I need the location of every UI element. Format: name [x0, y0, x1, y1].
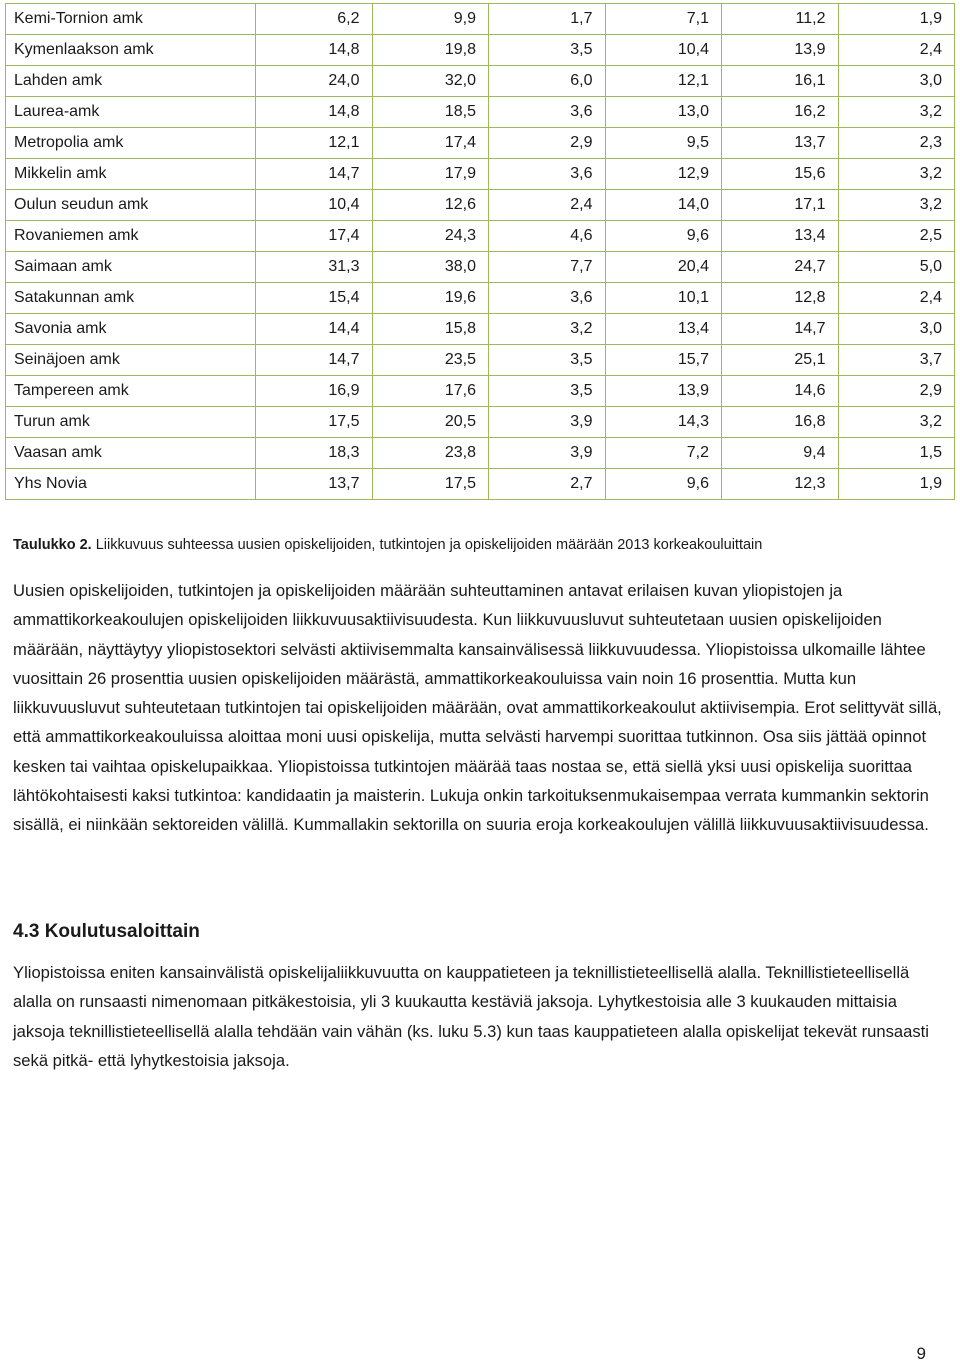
- table-cell-value: 3,0: [838, 66, 955, 97]
- table-cell-value: 14,7: [256, 159, 373, 190]
- table-row: [6, 407, 955, 438]
- table-row: [6, 345, 955, 376]
- table-row: [6, 221, 955, 252]
- table-row: [6, 128, 955, 159]
- table-cell-value: 16,8: [722, 407, 839, 438]
- table-cell-value: 2,3: [838, 128, 955, 159]
- table-cell-value: 10,4: [605, 35, 722, 66]
- table-cell-value: 9,9: [372, 4, 489, 35]
- statistics-table: [5, 3, 955, 500]
- table-cell-value: 13,9: [605, 376, 722, 407]
- table-cell-institution: Kymenlaakson amk: [6, 35, 256, 66]
- table-cell-value: 24,0: [256, 66, 373, 97]
- table-cell-institution: Mikkelin amk: [6, 159, 256, 190]
- table-cell-value: 19,8: [372, 35, 489, 66]
- table-cell-value: 3,7: [838, 345, 955, 376]
- table-cell-institution: Rovaniemen amk: [6, 221, 256, 252]
- table-cell-value: 13,0: [605, 97, 722, 128]
- table-row: [6, 66, 955, 97]
- table-cell-value: 1,9: [838, 469, 955, 500]
- table-cell-institution: Tampereen amk: [6, 376, 256, 407]
- table-cell-institution: Oulun seudun amk: [6, 190, 256, 221]
- table-cell-value: 2,9: [489, 128, 606, 159]
- table-cell-value: 14,8: [256, 97, 373, 128]
- table-cell-value: 16,2: [722, 97, 839, 128]
- table-cell-value: 7,2: [605, 438, 722, 469]
- table-cell-value: 24,3: [372, 221, 489, 252]
- table-cell-value: 3,9: [489, 438, 606, 469]
- table-cell-value: 31,3: [256, 252, 373, 283]
- table-cell-value: 15,4: [256, 283, 373, 314]
- table-cell-value: 2,7: [489, 469, 606, 500]
- table-cell-value: 3,2: [838, 190, 955, 221]
- table-cell-value: 14,6: [722, 376, 839, 407]
- table-cell-institution: Laurea-amk: [6, 97, 256, 128]
- table-cell-value: 2,5: [838, 221, 955, 252]
- table-cell-value: 10,4: [256, 190, 373, 221]
- table-cell-value: 18,3: [256, 438, 373, 469]
- table-cell-value: 12,9: [605, 159, 722, 190]
- table-cell-institution: Vaasan amk: [6, 438, 256, 469]
- table-cell-value: 2,4: [838, 283, 955, 314]
- table-cell-value: 14,3: [605, 407, 722, 438]
- table-cell-value: 23,8: [372, 438, 489, 469]
- table-cell-value: 25,1: [722, 345, 839, 376]
- table-row: [6, 438, 955, 469]
- table-cell-value: 20,5: [372, 407, 489, 438]
- table-cell-value: 23,5: [372, 345, 489, 376]
- table-cell-value: 16,9: [256, 376, 373, 407]
- table-cell-institution: Metropolia amk: [6, 128, 256, 159]
- table-cell-value: 13,7: [256, 469, 373, 500]
- table-cell-value: 6,2: [256, 4, 373, 35]
- table-cell-value: 9,5: [605, 128, 722, 159]
- table-cell-value: 17,4: [372, 128, 489, 159]
- table-cell-institution: Seinäjoen amk: [6, 345, 256, 376]
- table-cell-value: 17,6: [372, 376, 489, 407]
- table-cell-institution: Satakunnan amk: [6, 283, 256, 314]
- table-cell-value: 14,4: [256, 314, 373, 345]
- table-body: [6, 4, 955, 500]
- table-cell-value: 10,1: [605, 283, 722, 314]
- table-cell-value: 14,7: [256, 345, 373, 376]
- caption-text: Liikkuvuus suhteessa uusien opiskelijoiden, tutkintojen ja opiskelijoiden määrään 2013 korkeakouluittain: [91, 537, 763, 553]
- table-caption: [13, 535, 948, 555]
- table-cell-value: 15,6: [722, 159, 839, 190]
- table-cell-value: 20,4: [605, 252, 722, 283]
- table-row: [6, 314, 955, 345]
- table-cell-value: 13,7: [722, 128, 839, 159]
- caption-label: Taulukko 2.: [13, 537, 92, 553]
- table-cell-institution: Saimaan amk: [6, 252, 256, 283]
- table-cell-value: 3,6: [489, 97, 606, 128]
- section-title: Koulutusaloittain: [44, 921, 200, 942]
- table-cell-value: 1,7: [489, 4, 606, 35]
- table-cell-value: 14,0: [605, 190, 722, 221]
- table-cell-value: 1,9: [838, 4, 955, 35]
- table-cell-value: 15,7: [605, 345, 722, 376]
- table-cell-value: 3,6: [489, 159, 606, 190]
- table-cell-institution: Yhs Novia: [6, 469, 256, 500]
- table-row: [6, 469, 955, 500]
- section-heading: [13, 917, 200, 947]
- table-cell-institution: Lahden amk: [6, 66, 256, 97]
- table-cell-value: 7,7: [489, 252, 606, 283]
- table-cell-value: 7,1: [605, 4, 722, 35]
- table-row: [6, 252, 955, 283]
- table-cell-value: 3,5: [489, 35, 606, 66]
- table-cell-value: 32,0: [372, 66, 489, 97]
- table-cell-value: 5,0: [838, 252, 955, 283]
- table-cell-value: 2,4: [489, 190, 606, 221]
- table-cell-value: 16,1: [722, 66, 839, 97]
- table-cell-value: 9,6: [605, 221, 722, 252]
- table-cell-value: 3,5: [489, 376, 606, 407]
- table-cell-institution: Savonia amk: [6, 314, 256, 345]
- table-row: [6, 4, 955, 35]
- table-cell-value: 17,4: [256, 221, 373, 252]
- table-cell-value: 17,1: [722, 190, 839, 221]
- table-cell-value: 12,6: [372, 190, 489, 221]
- section-number: 4.3: [13, 921, 40, 942]
- table-cell-value: 13,4: [722, 221, 839, 252]
- table-cell-value: 12,1: [256, 128, 373, 159]
- table-cell-value: 17,5: [372, 469, 489, 500]
- table-cell-value: 3,0: [838, 314, 955, 345]
- table-cell-value: 18,5: [372, 97, 489, 128]
- table-cell-value: 38,0: [372, 252, 489, 283]
- table-cell-value: 14,8: [256, 35, 373, 66]
- table-cell-value: 3,2: [489, 314, 606, 345]
- table-row: [6, 97, 955, 128]
- table-cell-value: 4,6: [489, 221, 606, 252]
- body-paragraph: Uusien opiskelijoiden, tutkintojen ja opiskelijoiden määrään suhteuttaminen antavat erilaisen kuvan yliopistojen ja ammattikorkeakoulujen opiskelijoiden liikkuvuusaktiivisuudesta. Kun liikkuvuusluvut suhteutetaan uusien opiskelijoiden määrään, näyttäytyy yliopistosektori selvästi aktiivisemmalta kansainvälisessä liikkuvuudessa. Yliopistoissa ulkomaille lähtee vuosittain 26 prosenttia uusien opiskelijoiden määrästä, ammattikorkeakouluissa vain noin 16 prosenttia. Mutta kun liikkuvuusluvut suhteutetaan tutkintojen tai opiskelijoiden määrään, ovat ammattikorkeakoulut aktiivisempia. Erot selittyvät sillä, että ammattikorkeakouluissa aloittaa moni uusi opiskelija, mutta selvästi harvempi suorittaa tutkinnon. Osa siis jättää opinnot kesken tai vaihtaa opiskelupaikkaa. Yliopistoissa tutkintojen määrää taas nostaa se, että siellä yksi uusi opiskelija suorittaa lähtökohtaisesti kaksi tutkintoa: kandidaatin ja maisterin. Lukuja onkin tarkoituksenmukaisempaa verrata kummankin sektorin sisällä, ei niinkään sektoreiden välillä. Kummallakin sektorilla on suuria eroja korkeakoulujen välillä liikkuvuusaktiivisuudessa.: [13, 581, 942, 835]
- table-cell-value: 17,9: [372, 159, 489, 190]
- table-cell-value: 3,2: [838, 159, 955, 190]
- table-cell-value: 9,6: [605, 469, 722, 500]
- table-row: [6, 159, 955, 190]
- table-cell-value: 12,1: [605, 66, 722, 97]
- table-cell-value: 11,2: [722, 4, 839, 35]
- table-cell-value: 3,2: [838, 97, 955, 128]
- table-cell-value: 6,0: [489, 66, 606, 97]
- table-cell-value: 1,5: [838, 438, 955, 469]
- table-cell-value: 15,8: [372, 314, 489, 345]
- table-cell-value: 24,7: [722, 252, 839, 283]
- table-row: [6, 190, 955, 221]
- page-number: 9: [916, 1344, 926, 1363]
- table-cell-value: 3,9: [489, 407, 606, 438]
- body-paragraph: Yliopistoissa eniten kansainvälistä opiskelijaliikkuvuutta on kauppatieteen ja teknillistieteellisellä alalla. Teknillistieteellisellä alalla on runsaasti nimenomaan pitkäkestoisia, yli 3 kuukautta kestäviä jaksoja. Lyhytkestoisia alle 3 kuukauden mittaisia jaksoja teknillistieteellisellä alalla tehdään vain vähän (ks. luku 5.3) kun taas kauppatieteen alalla opiskelijat tekevät runsaasti sekä pitkä- että lyhytkestoisia jaksoja.: [13, 963, 929, 1070]
- table-cell-value: 17,5: [256, 407, 373, 438]
- table-row: [6, 283, 955, 314]
- table-cell-value: 2,9: [838, 376, 955, 407]
- table-cell-value: 13,9: [722, 35, 839, 66]
- table-cell-value: 19,6: [372, 283, 489, 314]
- table-cell-value: 13,4: [605, 314, 722, 345]
- table-cell-institution: Turun amk: [6, 407, 256, 438]
- table-cell-value: 3,6: [489, 283, 606, 314]
- table-cell-value: 3,2: [838, 407, 955, 438]
- table-cell-value: 2,4: [838, 35, 955, 66]
- table-row: [6, 376, 955, 407]
- table-cell-value: 9,4: [722, 438, 839, 469]
- table-cell-value: 12,8: [722, 283, 839, 314]
- table-cell-value: 12,3: [722, 469, 839, 500]
- table-cell-value: 3,5: [489, 345, 606, 376]
- table-cell-value: 14,7: [722, 314, 839, 345]
- table-row: [6, 35, 955, 66]
- table-cell-institution: Kemi-Tornion amk: [6, 4, 256, 35]
